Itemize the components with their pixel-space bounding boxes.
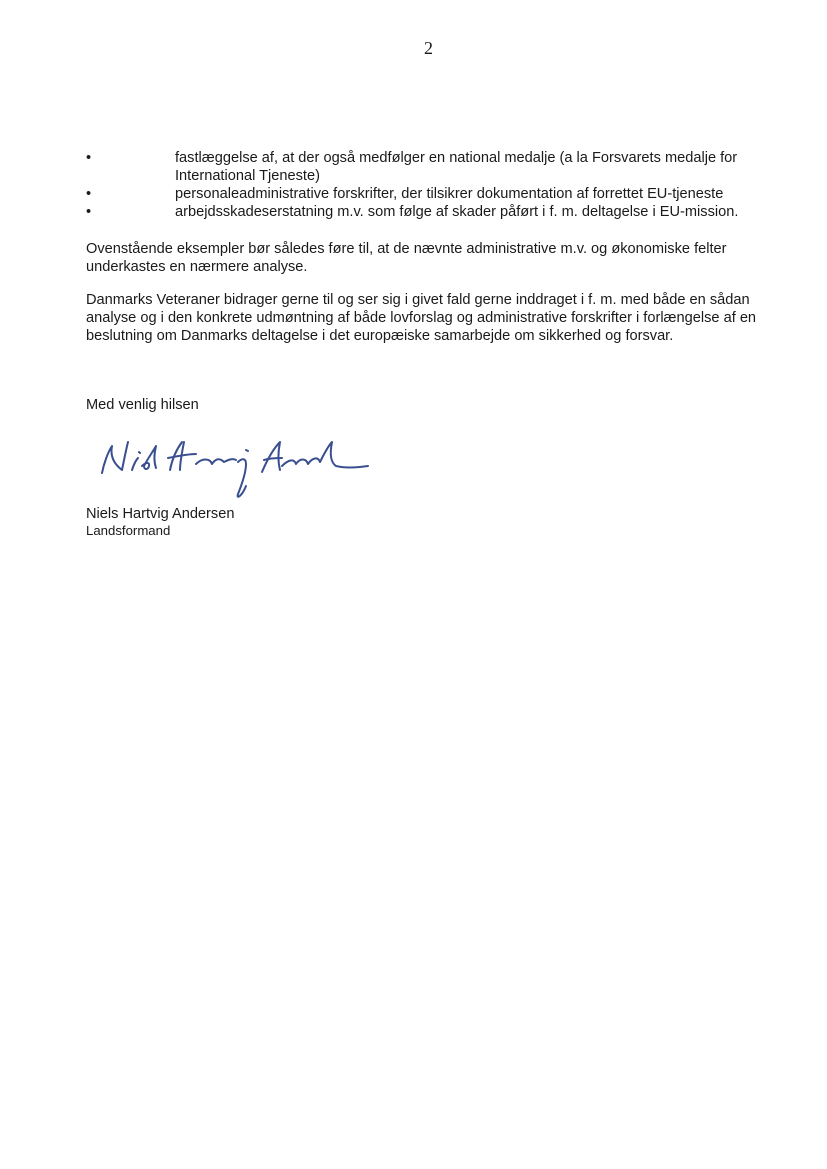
list-item-text: personaleadministrative forskrifter, der tilsikrer dokumentation af forrettet EU-tjeneste [175, 186, 724, 202]
bullet-icon: • [86, 186, 92, 202]
closing-greeting: Med venlig hilsen [86, 397, 199, 413]
signatory-name: Niels Hartvig Andersen [86, 506, 235, 522]
list-item-text: arbejdsskadeserstatning m.v. som følge af skader påført i f. m. deltagelse i EU-mission. [175, 204, 739, 220]
signatory-title: Landsformand [86, 523, 171, 538]
list-item [86, 203, 786, 221]
bullet-icon: • [86, 204, 92, 220]
paragraph-contribution: Danmarks Veteraner bidrager gerne til og ser sig i givet fald gerne inddraget i f. m. med både en sådan analyse og i den konkrete udmøntning af både lovforslag og administrative forskrifter i forlængelse af en beslutning om Danmarks deltagelse i det europæiske samarbejde om sikkerhed og forsvar. [86, 292, 757, 344]
list-item-text: fastlæggelse af, at der også medfølger en national medalje (a la Forsvarets medalje for International Tjeneste) [175, 150, 738, 184]
paragraph-analysis: Ovenstående eksempler bør således føre til, at de nævnte administrative m.v. og økonomiske felter underkastes en nærmere analyse. [86, 241, 727, 275]
bullet-list [86, 149, 786, 221]
list-item [86, 149, 786, 185]
list-item [86, 185, 786, 203]
bullet-icon: • [86, 150, 92, 166]
page-number: 2 [424, 38, 433, 58]
handwritten-signature [92, 428, 382, 508]
